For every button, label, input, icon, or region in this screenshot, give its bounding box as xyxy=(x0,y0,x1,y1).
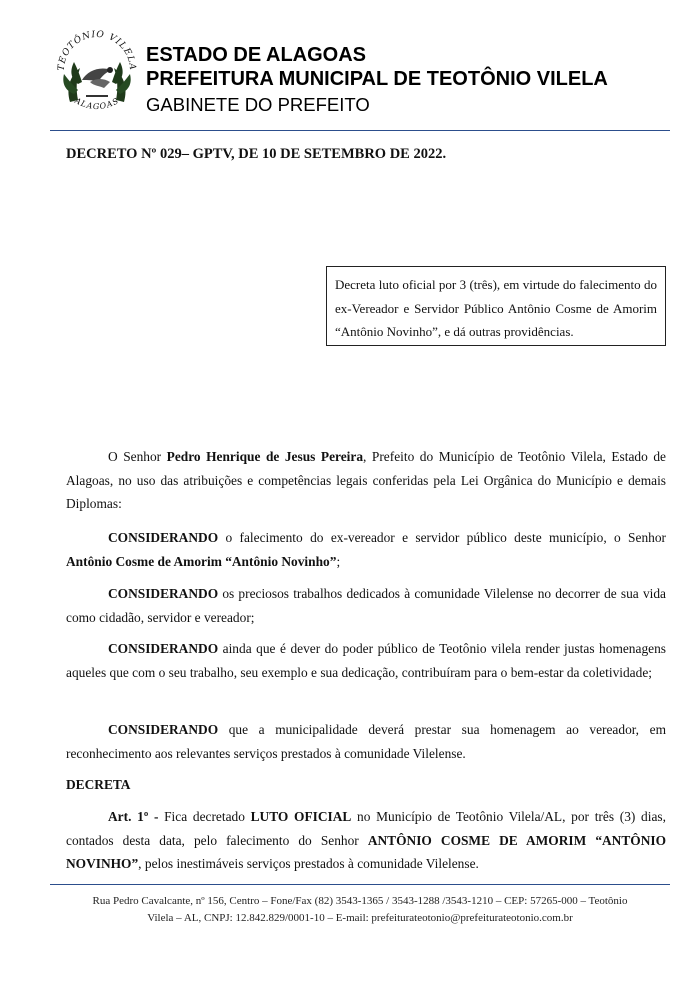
considerando-keyword: CONSIDERANDO xyxy=(108,641,219,656)
mayor-name: Pedro Henrique de Jesus Pereira xyxy=(166,449,364,464)
header-prefecture: PREFEITURA MUNICIPAL DE TEOTÔNIO VILELA xyxy=(146,68,608,90)
intro-paragraph: O Senhor Pedro Henrique de Jesus Pereira, Prefeito do Município de Teotônio Vilela, Estado de Alagoas, no uso das atribuições e competências legais conferidas pela Lei Orgânica do Município e demais Diplomas: xyxy=(66,449,666,512)
footer-line-2: Vilela – AL, CNPJ: 12.842.829/0001-10 – E-mail: prefeiturateotonio@prefeiturateotonio.com.br xyxy=(147,911,573,924)
considerando-keyword: CONSIDERANDO xyxy=(108,530,219,545)
header-divider xyxy=(50,130,670,131)
considerando-1: CONSIDERANDO o falecimento do ex-vereador e servidor público deste município, o Senhor Antônio Cosme de Amorim “Antônio Novinho”; xyxy=(66,530,666,569)
footer-divider xyxy=(50,884,670,885)
header-office: GABINETE DO PREFEITO xyxy=(146,94,370,115)
considerando-2: CONSIDERANDO os preciosos trabalhos dedicados à comunidade Vilelense no decorrer de sua vida como cidadão, servidor e vereador; xyxy=(66,586,666,625)
svg-text:ALAGOAS: ALAGOAS xyxy=(73,96,121,112)
svg-text:TEOTÔNIO VILELA: TEOTÔNIO VILELA xyxy=(56,29,138,72)
footer-address xyxy=(60,893,660,926)
footer-line-1: Rua Pedro Cavalcante, nº 156, Centro – Fone/Fax (82) 3543-1365 / 3543-1288 /3543-1210 – CEP: 57265-000 – Teotônio xyxy=(92,895,628,907)
decree-summary-box: Decreta luto oficial por 3 (três), em virtude do falecimento do ex-Vereador e Servidor Público Antônio Cosme de Amorim “Antônio Novinho”, e dá outras providências. xyxy=(326,266,666,346)
decreta-heading: DECRETA xyxy=(66,777,131,792)
header-state: ESTADO DE ALAGOAS xyxy=(146,44,367,66)
municipal-seal-logo xyxy=(56,24,138,118)
article-1: Art. 1º - Fica decretado LUTO OFICIAL no Município de Teotônio Vilela/AL, por três (3) dias, contados desta data, pelo falecimento do Senhor ANTÔNIO COSME DE AMORIM “ANTÔNIO NOVINHO”, pelos inestimáveis serviços prestados à comunidade Vilelense. xyxy=(66,809,666,872)
considerando-keyword: CONSIDERANDO xyxy=(108,586,219,601)
considerando-4: CONSIDERANDO que a municipalidade deverá prestar sua homenagem ao vereador, em reconhecimento aos relevantes serviços prestados à comunidade Vilelense. xyxy=(66,722,666,761)
considerando-keyword: CONSIDERANDO xyxy=(108,722,219,737)
decree-title: DECRETO Nº 029– GPTV, DE 10 DE SETEMBRO DE 2022. xyxy=(66,146,447,162)
deceased-name: Antônio Cosme de Amorim “Antônio Novinho” xyxy=(66,553,337,569)
considerando-3: CONSIDERANDO ainda que é dever do poder público de Teotônio vilela render justas homenagens aqueles que com o seu trabalho, seu exemplo e sua dedicação, contribuíram para o bem-estar da coletividade; xyxy=(66,641,666,680)
article-label: Art. 1º - xyxy=(108,809,159,824)
